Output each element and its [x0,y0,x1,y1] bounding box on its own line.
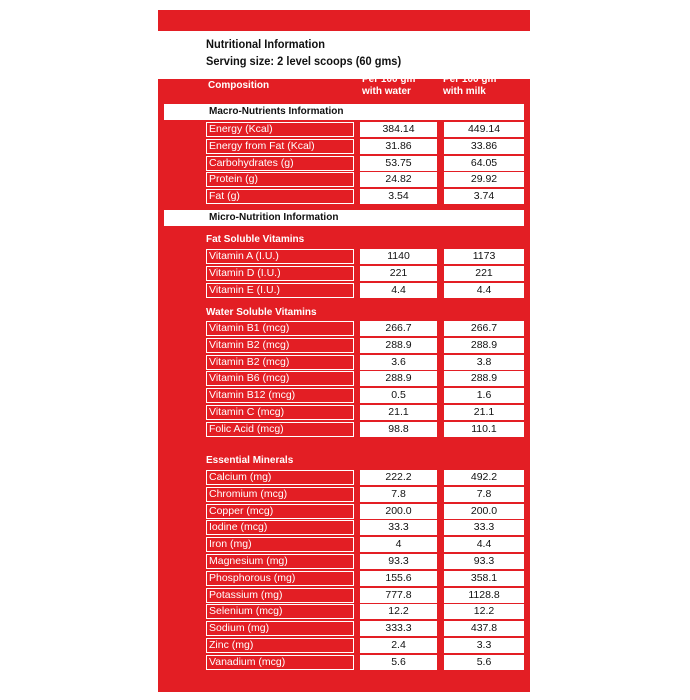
value-with-milk: 449.14 [444,122,524,137]
value-with-water: 221 [360,266,437,281]
nutrient-name: Vitamin B6 (mcg) [206,371,354,386]
water-soluble-title: Water Soluble Vitamins [206,307,317,318]
value-with-water: 3.54 [360,189,437,204]
nutrient-name: Vanadium (mcg) [206,655,354,670]
nutrient-row [206,655,524,670]
top-band [158,10,530,31]
nutrient-name: Magnesium (mg) [206,554,354,569]
value-with-milk: 1173 [444,249,524,264]
value-with-water: 222.2 [360,470,437,485]
value-with-water: 7.8 [360,487,437,502]
minerals-title: Essential Minerals [206,455,294,466]
value-with-milk: 33.86 [444,139,524,154]
value-with-water: 93.3 [360,554,437,569]
value-with-water: 12.2 [360,604,437,619]
nutrient-name: Vitamin E (I.U.) [206,283,354,298]
nutrient-row [206,355,524,370]
nutrient-name: Chromium (mcg) [206,487,354,502]
nutrient-row [206,172,524,187]
nutrient-name: Carbohydrates (g) [206,156,354,171]
nutrient-row [206,266,524,281]
nutrient-name: Folic Acid (mcg) [206,422,354,437]
nutrient-name: Iron (mg) [206,537,354,552]
header-water-line1: Per 100 gm [362,74,416,85]
nutrient-row [206,588,524,603]
fat-soluble-title: Fat Soluble Vitamins [206,234,305,245]
nutrient-name: Selenium (mcg) [206,604,354,619]
nutrient-row [206,371,524,386]
nutrient-row [206,604,524,619]
value-with-water: 4 [360,537,437,552]
serving-size: Serving size: 2 level scoops (60 gms) [206,54,402,68]
value-with-milk: 33.3 [444,520,524,535]
nutrient-row [206,321,524,336]
nutrient-row [206,156,524,171]
value-with-milk: 1128.8 [444,588,524,603]
nutrient-name: Vitamin B2 (mcg) [206,355,354,370]
nutrient-row [206,504,524,519]
value-with-milk: 266.7 [444,321,524,336]
value-with-milk: 221 [444,266,524,281]
nutrient-name: Fat (g) [206,189,354,204]
value-with-milk: 492.2 [444,470,524,485]
value-with-water: 2.4 [360,638,437,653]
value-with-water: 4.4 [360,283,437,298]
nutrition-panel [158,10,530,692]
value-with-milk: 3.74 [444,189,524,204]
header-composition: Composition [208,80,270,91]
value-with-milk: 3.3 [444,638,524,653]
value-with-water: 200.0 [360,504,437,519]
value-with-water: 266.7 [360,321,437,336]
value-with-milk: 29.92 [444,172,524,187]
nutrient-row [206,388,524,403]
nutrient-row [206,470,524,485]
macro-section-title: Macro-Nutrients Information [164,104,524,120]
value-with-milk: 200.0 [444,504,524,519]
micro-section-title: Micro-Nutrition Information [164,210,524,226]
header-milk-line1: Per 100 gm [443,74,497,85]
nutrient-name: Phosphorous (mg) [206,571,354,586]
nutrient-name: Vitamin C (mcg) [206,405,354,420]
nutrient-name: Calcium (mg) [206,470,354,485]
value-with-milk: 110.1 [444,422,524,437]
nutrient-row [206,554,524,569]
value-with-water: 21.1 [360,405,437,420]
value-with-milk: 21.1 [444,405,524,420]
value-with-milk: 4.4 [444,283,524,298]
value-with-milk: 93.3 [444,554,524,569]
value-with-milk: 4.4 [444,537,524,552]
value-with-water: 384.14 [360,122,437,137]
value-with-milk: 5.6 [444,655,524,670]
nutrient-row [206,487,524,502]
value-with-milk: 1.6 [444,388,524,403]
value-with-water: 53.75 [360,156,437,171]
nutrient-row [206,249,524,264]
value-with-water: 0.5 [360,388,437,403]
header-milk-line2: with milk [443,86,486,97]
nutrient-row [206,405,524,420]
nutrient-row [206,283,524,298]
value-with-water: 5.6 [360,655,437,670]
value-with-milk: 12.2 [444,604,524,619]
nutrient-row [206,638,524,653]
nutrient-name: Zinc (mg) [206,638,354,653]
nutrient-name: Vitamin A (I.U.) [206,249,354,264]
value-with-milk: 288.9 [444,338,524,353]
nutrient-name: Copper (mcg) [206,504,354,519]
nutrient-row [206,621,524,636]
nutrient-row [206,537,524,552]
value-with-water: 333.3 [360,621,437,636]
nutrient-name: Energy (Kcal) [206,122,354,137]
nutrient-row [206,122,524,137]
nutrient-name: Protein (g) [206,172,354,187]
nutrient-row [206,189,524,204]
header-milk [443,74,496,98]
value-with-milk: 64.05 [444,156,524,171]
value-with-milk: 3.8 [444,355,524,370]
value-with-water: 24.82 [360,172,437,187]
value-with-milk: 288.9 [444,371,524,386]
page-title: Nutritional Information [206,37,325,51]
value-with-milk: 7.8 [444,487,524,502]
nutrient-row [206,520,524,535]
value-with-water: 288.9 [360,371,437,386]
nutrient-name: Vitamin B2 (mcg) [206,338,354,353]
value-with-water: 155.6 [360,571,437,586]
nutrient-row [206,338,524,353]
value-with-water: 288.9 [360,338,437,353]
nutrient-name: Energy from Fat (Kcal) [206,139,354,154]
nutrient-row [206,139,524,154]
nutrient-name: Iodine (mcg) [206,520,354,535]
value-with-milk: 437.8 [444,621,524,636]
nutrient-name: Vitamin B1 (mcg) [206,321,354,336]
nutrient-name: Vitamin B12 (mcg) [206,388,354,403]
header-water [362,74,415,98]
value-with-water: 3.6 [360,355,437,370]
value-with-water: 33.3 [360,520,437,535]
nutrient-name: Sodium (mg) [206,621,354,636]
nutrient-name: Vitamin D (I.U.) [206,266,354,281]
value-with-water: 98.8 [360,422,437,437]
header-water-line2: with water [362,86,411,97]
value-with-water: 31.86 [360,139,437,154]
nutrient-row [206,571,524,586]
nutrient-name: Potassium (mg) [206,588,354,603]
value-with-water: 777.8 [360,588,437,603]
nutrient-row [206,422,524,437]
value-with-water: 1140 [360,249,437,264]
value-with-milk: 358.1 [444,571,524,586]
